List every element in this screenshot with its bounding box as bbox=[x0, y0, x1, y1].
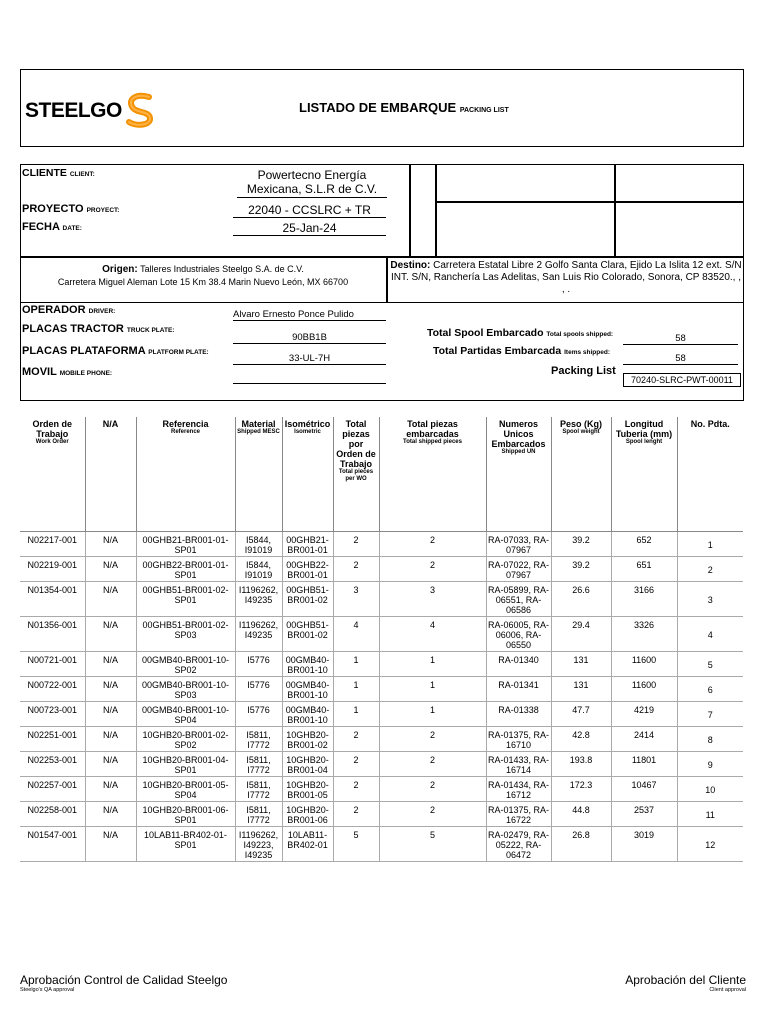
cell-wo: N02251-001 bbox=[20, 726, 85, 751]
cell-peso: 26.8 bbox=[551, 826, 611, 861]
client-hline bbox=[435, 201, 743, 203]
cell-tpe: 4 bbox=[379, 616, 486, 651]
cell-ref: 10LAB11-BR402-01-SP01 bbox=[136, 826, 235, 861]
cell-pd: 4 bbox=[677, 616, 743, 651]
packing-value: 70240-SLRC-PWT-00011 bbox=[623, 373, 741, 387]
cell-na: N/A bbox=[85, 826, 136, 861]
column-header-label: No. Pdta. bbox=[690, 419, 730, 429]
table-row bbox=[20, 676, 743, 701]
cell-peso: 29.4 bbox=[551, 616, 611, 651]
cell-iso: 00GMB40-BR001-10 bbox=[282, 701, 333, 726]
cell-pd: 9 bbox=[677, 751, 743, 776]
column-header bbox=[20, 417, 85, 531]
cell-long: 11600 bbox=[611, 676, 677, 701]
cell-ref: 10GHB20-BR001-04-SP01 bbox=[136, 751, 235, 776]
cell-tpe: 2 bbox=[379, 751, 486, 776]
cell-na: N/A bbox=[85, 726, 136, 751]
fecha-value: 25-Jan-24 bbox=[233, 221, 386, 236]
cell-wo: N01547-001 bbox=[20, 826, 85, 861]
proyecto-label: PROYECTO PROYECT: bbox=[22, 203, 120, 215]
column-header-label: Isométrico bbox=[284, 419, 331, 429]
cell-long: 2414 bbox=[611, 726, 677, 751]
cell-mat: I1196262, I49235 bbox=[235, 616, 282, 651]
destination: Destino: Carretera Estatal Libre 2 Golfo Santa Clara, Ejido La Islita 12 ext. S/N INT. S/N, Ranchería Las Adelitas, San Luis Rio Colorado, Sonora, CP 83520., , , . bbox=[390, 260, 742, 295]
cell-na: N/A bbox=[85, 751, 136, 776]
cell-peso: 39.2 bbox=[551, 556, 611, 581]
cell-tpo: 1 bbox=[333, 651, 379, 676]
column-header-sublabel: Spool lenght bbox=[625, 439, 663, 445]
column-header-label: Total piezas embarcadas bbox=[406, 419, 459, 439]
cliente-label: CLIENTE CLIENT: bbox=[22, 167, 95, 179]
cell-wo: N01356-001 bbox=[20, 616, 85, 651]
cell-tpo: 5 bbox=[333, 826, 379, 861]
cell-wo: N02257-001 bbox=[20, 776, 85, 801]
cell-peso: 193.8 bbox=[551, 751, 611, 776]
column-header-sublabel: Total shipped pieces bbox=[403, 439, 462, 445]
cell-ref: 00GHB51-BR001-02-SP03 bbox=[136, 616, 235, 651]
cell-wo: N02219-001 bbox=[20, 556, 85, 581]
cell-mat: I5844, I91019 bbox=[235, 531, 282, 556]
cell-na: N/A bbox=[85, 581, 136, 616]
cell-peso: 44.8 bbox=[551, 801, 611, 826]
cell-tpe: 5 bbox=[379, 826, 486, 861]
cell-peso: 172.3 bbox=[551, 776, 611, 801]
cell-un: RA-07022, RA-07967 bbox=[486, 556, 551, 581]
cell-na: N/A bbox=[85, 616, 136, 651]
cell-na: N/A bbox=[85, 556, 136, 581]
column-header-label: Peso (Kg) bbox=[559, 419, 602, 429]
cell-tpo: 2 bbox=[333, 556, 379, 581]
cell-long: 11801 bbox=[611, 751, 677, 776]
operador-label: OPERADOR DRIVER: bbox=[22, 304, 116, 316]
cell-un: RA-07033, RA-07967 bbox=[486, 531, 551, 556]
column-header bbox=[333, 417, 379, 531]
page-title: LISTADO DE EMBARQUE PACKING LIST bbox=[299, 100, 509, 115]
client-divider-2 bbox=[435, 165, 437, 256]
tractor-value: 90BB1B bbox=[233, 332, 386, 344]
table-row bbox=[20, 701, 743, 726]
cell-pd: 12 bbox=[677, 826, 743, 861]
cell-pd: 2 bbox=[677, 556, 743, 581]
movil-value bbox=[233, 373, 386, 384]
cell-mat: I5776 bbox=[235, 676, 282, 701]
header-box bbox=[20, 69, 744, 147]
cell-wo: N01354-001 bbox=[20, 581, 85, 616]
cell-iso: 00GMB40-BR001-10 bbox=[282, 676, 333, 701]
table-row bbox=[20, 801, 743, 826]
cell-ref: 00GMB40-BR001-10-SP04 bbox=[136, 701, 235, 726]
cell-iso: 10GHB20-BR001-05 bbox=[282, 776, 333, 801]
cell-long: 651 bbox=[611, 556, 677, 581]
cell-na: N/A bbox=[85, 801, 136, 826]
fecha-label: FECHA DATE: bbox=[22, 221, 82, 233]
cell-peso: 26.6 bbox=[551, 581, 611, 616]
cell-tpe: 2 bbox=[379, 776, 486, 801]
cell-un: RA-01433, RA-16714 bbox=[486, 751, 551, 776]
cell-wo: N00723-001 bbox=[20, 701, 85, 726]
column-header-sublabel: Spool weight bbox=[562, 429, 600, 435]
column-header bbox=[611, 417, 677, 531]
cell-iso: 00GHB51-BR001-02 bbox=[282, 581, 333, 616]
plataforma-value: 33-UL-7H bbox=[233, 353, 386, 365]
column-header-label: Referencia bbox=[162, 419, 209, 429]
table-row bbox=[20, 581, 743, 616]
cell-tpe: 2 bbox=[379, 726, 486, 751]
cell-long: 4219 bbox=[611, 701, 677, 726]
cell-pd: 7 bbox=[677, 701, 743, 726]
cell-ref: 10GHB20-BR001-05-SP04 bbox=[136, 776, 235, 801]
column-header-sublabel: Shipped UN bbox=[501, 449, 536, 455]
partidas-label: Total Partidas Embarcada Items shipped: bbox=[433, 345, 610, 357]
cell-wo: N02253-001 bbox=[20, 751, 85, 776]
cell-mat: I1196262, I49223, I49235 bbox=[235, 826, 282, 861]
qa-approval-title: Aprobación Control de Calidad Steelgo bbox=[20, 973, 228, 987]
cell-tpo: 2 bbox=[333, 531, 379, 556]
cell-peso: 47.7 bbox=[551, 701, 611, 726]
column-header bbox=[235, 417, 282, 531]
cell-un: RA-06005, RA-06006, RA-06550 bbox=[486, 616, 551, 651]
client-divider-3 bbox=[614, 165, 616, 256]
cell-tpo: 2 bbox=[333, 776, 379, 801]
spool-value: 58 bbox=[623, 333, 738, 345]
cell-tpe: 3 bbox=[379, 581, 486, 616]
cell-tpo: 1 bbox=[333, 701, 379, 726]
cell-tpo: 2 bbox=[333, 726, 379, 751]
transport-box bbox=[20, 302, 744, 401]
cell-un: RA-05899, RA-06551, RA-06586 bbox=[486, 581, 551, 616]
cell-un: RA-02479, RA-05222, RA-06472 bbox=[486, 826, 551, 861]
column-header bbox=[379, 417, 486, 531]
packing-label: Packing List bbox=[551, 365, 616, 377]
movil-label: MOVIL MOBILE PHONE: bbox=[22, 366, 113, 378]
column-header-label: Total piezas por Orden de Trabajo bbox=[336, 419, 376, 469]
cell-pd: 8 bbox=[677, 726, 743, 751]
client-approval-sub: Client approval bbox=[709, 987, 746, 993]
column-header-sublabel: Shipped MESC bbox=[237, 429, 280, 435]
cell-peso: 39.2 bbox=[551, 531, 611, 556]
cell-un: RA-01338 bbox=[486, 701, 551, 726]
logo bbox=[25, 90, 159, 132]
client-box bbox=[20, 164, 744, 257]
cell-ref: 00GHB22-BR001-01-SP01 bbox=[136, 556, 235, 581]
cell-ref: 00GHB51-BR001-02-SP01 bbox=[136, 581, 235, 616]
client-approval-title: Aprobación del Cliente bbox=[625, 973, 746, 987]
spool-label: Total Spool Embarcado Total spools shipped: bbox=[427, 327, 614, 339]
cell-iso: 10GHB20-BR001-04 bbox=[282, 751, 333, 776]
cell-un: RA-01434, RA-16712 bbox=[486, 776, 551, 801]
table-body bbox=[20, 531, 743, 861]
cell-na: N/A bbox=[85, 651, 136, 676]
column-header bbox=[677, 417, 743, 531]
column-header-label: Material bbox=[241, 419, 276, 429]
cell-na: N/A bbox=[85, 701, 136, 726]
origin: Origen: Talleres Industriales Steelgo S.A. de C.V. Carretera Miguel Aleman Lote 15 Km 38.4 Marin Nuevo León, MX 66700 bbox=[57, 264, 349, 287]
cell-na: N/A bbox=[85, 676, 136, 701]
cell-wo: N02217-001 bbox=[20, 531, 85, 556]
cell-na: N/A bbox=[85, 776, 136, 801]
cell-tpe: 1 bbox=[379, 651, 486, 676]
column-header-sublabel: Reference bbox=[170, 429, 200, 435]
cell-mat: I5776 bbox=[235, 701, 282, 726]
cell-tpo: 3 bbox=[333, 581, 379, 616]
table-row bbox=[20, 531, 743, 556]
cell-ref: 10GHB20-BR001-02-SP02 bbox=[136, 726, 235, 751]
cell-wo: N00722-001 bbox=[20, 676, 85, 701]
logo-text: STEELGO bbox=[25, 99, 122, 122]
cell-iso: 10GHB20-BR001-02 bbox=[282, 726, 333, 751]
column-header bbox=[486, 417, 551, 531]
column-header-sublabel: Work Order bbox=[35, 439, 69, 445]
cell-long: 11600 bbox=[611, 651, 677, 676]
cell-iso: 10GHB20-BR001-06 bbox=[282, 801, 333, 826]
column-header-label: N/A bbox=[102, 419, 119, 429]
table-row bbox=[20, 726, 743, 751]
client-approval bbox=[625, 973, 746, 993]
cell-long: 2537 bbox=[611, 801, 677, 826]
cell-tpo: 2 bbox=[333, 801, 379, 826]
cell-pd: 6 bbox=[677, 676, 743, 701]
table-row bbox=[20, 776, 743, 801]
cell-mat: I5811, I7772 bbox=[235, 726, 282, 751]
cell-mat: I1196262, I49235 bbox=[235, 581, 282, 616]
cell-peso: 131 bbox=[551, 651, 611, 676]
cell-tpe: 1 bbox=[379, 676, 486, 701]
column-header-label: Numeros Unicos Embarcados bbox=[491, 419, 546, 449]
steelgo-logo-icon bbox=[123, 90, 159, 132]
cell-tpe: 1 bbox=[379, 701, 486, 726]
table-row bbox=[20, 616, 743, 651]
cell-pd: 3 bbox=[677, 581, 743, 616]
column-header bbox=[551, 417, 611, 531]
cell-tpo: 2 bbox=[333, 751, 379, 776]
cell-long: 3166 bbox=[611, 581, 677, 616]
od-divider bbox=[386, 258, 388, 302]
cell-tpe: 2 bbox=[379, 801, 486, 826]
cell-long: 3326 bbox=[611, 616, 677, 651]
cell-tpe: 2 bbox=[379, 556, 486, 581]
cell-ref: 00GMB40-BR001-10-SP02 bbox=[136, 651, 235, 676]
cell-long: 652 bbox=[611, 531, 677, 556]
table-row bbox=[20, 751, 743, 776]
table-row bbox=[20, 556, 743, 581]
column-header-sublabel: Isometric bbox=[294, 429, 321, 435]
plataforma-label: PLACAS PLATAFORMA PLATFORM PLATE: bbox=[22, 345, 209, 357]
cell-pd: 5 bbox=[677, 651, 743, 676]
cell-iso: 10LAB11-BR402-01 bbox=[282, 826, 333, 861]
cell-mat: I5776 bbox=[235, 651, 282, 676]
cell-iso: 00GHB51-BR001-02 bbox=[282, 616, 333, 651]
cliente-value: Powertecno Energía Mexicana, S.L.R de C.V. bbox=[237, 168, 387, 198]
column-header bbox=[85, 417, 136, 531]
cell-long: 3019 bbox=[611, 826, 677, 861]
tractor-label: PLACAS TRACTOR TRUCK PLATE: bbox=[22, 323, 175, 335]
cell-ref: 10GHB20-BR001-06-SP01 bbox=[136, 801, 235, 826]
items-table bbox=[20, 417, 743, 862]
cell-pd: 11 bbox=[677, 801, 743, 826]
cell-long: 10467 bbox=[611, 776, 677, 801]
cell-tpe: 2 bbox=[379, 531, 486, 556]
cell-iso: 00GHB21-BR001-01 bbox=[282, 531, 333, 556]
cell-un: RA-01375, RA-16710 bbox=[486, 726, 551, 751]
cell-un: RA-01340 bbox=[486, 651, 551, 676]
table-row bbox=[20, 826, 743, 861]
cell-pd: 1 bbox=[677, 531, 743, 556]
column-header bbox=[282, 417, 333, 531]
table-header-row bbox=[20, 417, 743, 531]
cell-peso: 42.8 bbox=[551, 726, 611, 751]
origin-destination-box bbox=[20, 257, 744, 303]
cell-un: RA-01375, RA-16722 bbox=[486, 801, 551, 826]
cell-wo: N02258-001 bbox=[20, 801, 85, 826]
cell-peso: 131 bbox=[551, 676, 611, 701]
column-header-label: Longitud Tuberia (mm) bbox=[615, 419, 673, 439]
cell-tpo: 1 bbox=[333, 676, 379, 701]
cell-un: RA-01341 bbox=[486, 676, 551, 701]
cell-iso: 00GMB40-BR001-10 bbox=[282, 651, 333, 676]
cell-mat: I5844, I91019 bbox=[235, 556, 282, 581]
partidas-value: 58 bbox=[623, 353, 738, 365]
column-header-sublabel: Total pieces per WO bbox=[338, 469, 374, 482]
column-header bbox=[136, 417, 235, 531]
qa-approval bbox=[20, 973, 227, 993]
proyecto-value: 22040 - CCSLRC + TR bbox=[233, 203, 386, 218]
operador-value: Alvaro Ernesto Ponce Pulido bbox=[233, 309, 386, 321]
cell-iso: 00GHB22-BR001-01 bbox=[282, 556, 333, 581]
cell-mat: I5811, I7772 bbox=[235, 801, 282, 826]
cell-ref: 00GMB40-BR001-10-SP03 bbox=[136, 676, 235, 701]
column-header-label: Orden de Trabajo bbox=[32, 419, 72, 439]
cell-wo: N00721-001 bbox=[20, 651, 85, 676]
cell-mat: I5811, I7772 bbox=[235, 751, 282, 776]
cell-pd: 10 bbox=[677, 776, 743, 801]
cell-ref: 00GHB21-BR001-01-SP01 bbox=[136, 531, 235, 556]
cell-mat: I5811, I7772 bbox=[235, 776, 282, 801]
table-row bbox=[20, 651, 743, 676]
client-divider-1 bbox=[409, 165, 411, 256]
cell-na: N/A bbox=[85, 531, 136, 556]
cell-tpo: 4 bbox=[333, 616, 379, 651]
qa-approval-sub: Steelgo's QA approval bbox=[20, 987, 75, 993]
